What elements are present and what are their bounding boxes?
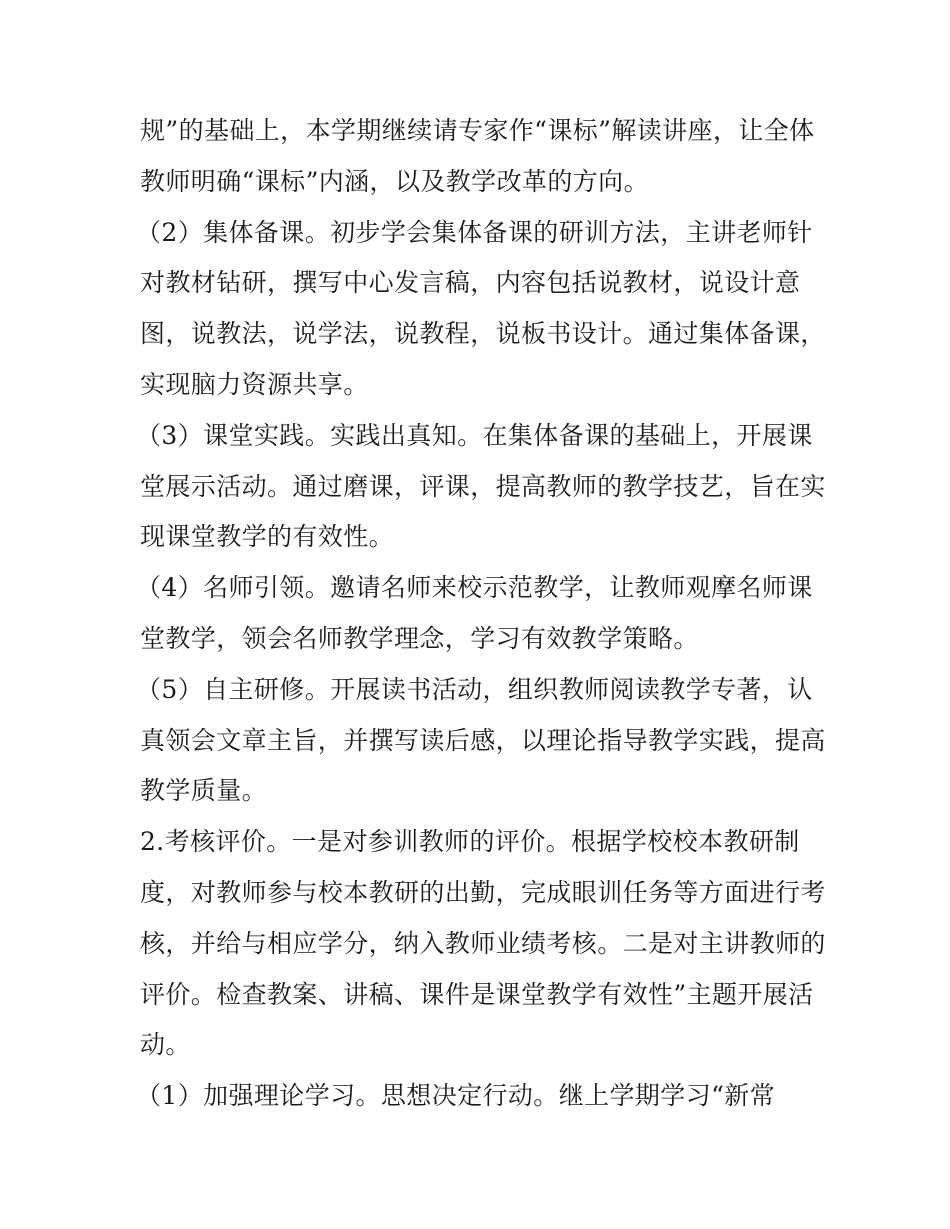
- text-line: 真领会文章主旨，并撰写读后感，以理论指导教学实践，提高: [140, 725, 826, 755]
- text-line: （5）自主研修。开展读书活动，组织教师阅读教学专著，认: [136, 674, 813, 704]
- text-line: 教学质量。: [140, 776, 268, 806]
- text-line: 教师明确“课标”内涵，以及教学改革的方向。: [140, 166, 649, 196]
- text-line: （1）加强理论学习。思想决定行动。继上学期学习“新常: [136, 1081, 776, 1111]
- text-line: 动。: [140, 1030, 191, 1060]
- text-line: （3）课堂实践。实践出真知。在集体备课的基础上，开展课: [136, 420, 813, 450]
- text-line: 现课堂教学的有效性。: [140, 522, 395, 552]
- text-line: 实现脑力资源共享。: [140, 369, 369, 399]
- text-line: 堂展示活动。通过磨课，评课，提高教师的教学技艺，旨在实: [140, 471, 826, 501]
- text-line: （4）名师引领。邀请名师来校示范教学，让教师观摩名师课: [136, 573, 813, 603]
- text-line: 评价。检查教案、讲稿、课件是课堂教学有效性”主题开展活: [140, 979, 814, 1009]
- text-line: 2.考核评价。一是对参训教师的评价。根据学校校本教研制: [140, 827, 800, 857]
- text-line: 图，说教法，说学法，说教程，说板书设计。通过集体备课，: [140, 319, 826, 349]
- text-line: 对教材钻研，撰写中心发言稿，内容包括说教材，说设计意: [140, 268, 801, 298]
- document-body: [136, 106, 830, 1122]
- text-line: 度，对教师参与校本教研的出勤，完成眼训任务等方面进行考: [140, 877, 826, 907]
- text-line: 堂教学，领会名师教学理念，学习有效教学策略。: [140, 623, 699, 653]
- text-line: 规”的基础上，本学期继续请专家作“课标”解读讲座，让全体: [140, 116, 815, 145]
- text-line: （2）集体备课。初步学会集体备课的研训方法，主讲老师针: [136, 217, 813, 247]
- text-line: 核，并给与相应学分，纳入教师业绩考核。二是对主讲教师的: [140, 928, 826, 958]
